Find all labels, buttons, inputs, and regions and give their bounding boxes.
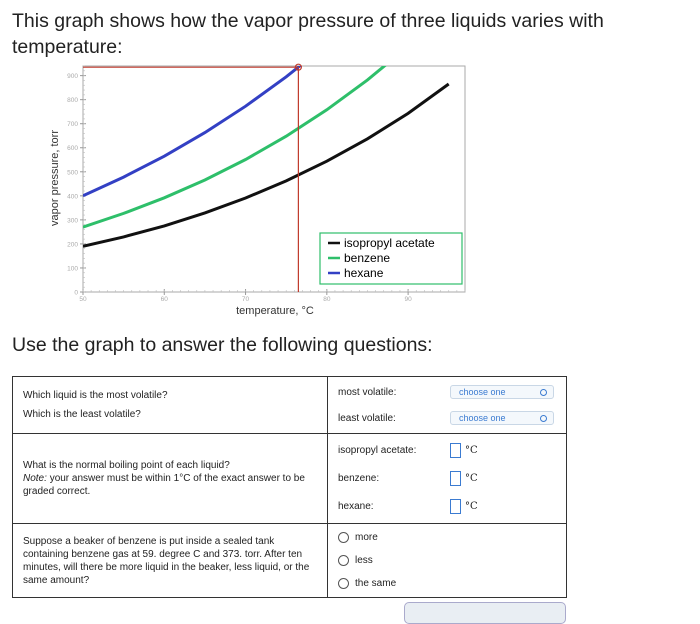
instructions-heading: Use the graph to answer the following questions:	[12, 334, 433, 356]
x-tick-label: 50	[79, 296, 87, 303]
least-volatile-label: least volatile:	[338, 412, 396, 424]
radio-label-less: less	[355, 555, 373, 566]
unit-label: °C	[465, 473, 478, 484]
x-axis-title: temperature, °C	[236, 305, 314, 317]
y-tick-label: 300	[67, 217, 78, 225]
legend-label-isopropyl-acetate: isopropyl acetate	[344, 236, 435, 250]
question-boiling-point: What is the normal boiling point of each liquid? Note: your answer must be within 1°C of the exact answer to be graded correct.	[13, 434, 328, 524]
radio-less[interactable]	[338, 555, 349, 566]
question-volatility: Which liquid is the most volatile? Which is the least volatile?	[13, 377, 328, 434]
least-volatile-select[interactable]: choose one	[450, 411, 554, 425]
radio-same[interactable]	[338, 578, 349, 589]
x-tick-label: 60	[160, 296, 168, 303]
y-tick-label: 500	[67, 169, 78, 177]
y-axis-title: vapor pressure, torr	[49, 130, 61, 226]
chevron-icon	[540, 389, 547, 396]
y-tick-label: 700	[67, 121, 78, 129]
legend-label-benzene: benzene	[344, 251, 391, 265]
note-label: Note:	[23, 473, 47, 484]
x-tick-label: 90	[404, 296, 412, 303]
bp-input-benzene[interactable]	[450, 471, 461, 486]
unit-label: °C	[465, 445, 478, 456]
y-tick-label: 100	[67, 265, 78, 273]
questions-table	[12, 376, 567, 598]
unit-label: °C	[465, 501, 478, 512]
radio-label-same: the same	[355, 578, 397, 589]
bp-label-benzene: benzene:	[338, 473, 380, 484]
most-volatile-select[interactable]: choose one	[450, 385, 554, 399]
explanation-button[interactable]	[404, 602, 566, 624]
most-volatile-label: most volatile:	[338, 386, 397, 398]
legend-label-hexane: hexane	[344, 266, 384, 280]
bp-input-hexane[interactable]	[450, 499, 461, 514]
y-tick-label: 900	[67, 73, 78, 81]
question-equilibrium: Suppose a beaker of benzene is put inside a sealed tank containing benzene gas at 59. degree C and 373. torr. After ten minutes, will there be more liquid in the beaker, less liquid, or the same amount?	[13, 524, 328, 598]
intro-text: This graph shows how the vapor pressure of three liquids varies with temperature:	[12, 10, 604, 58]
bp-label-isopropyl-acetate: isopropyl acetate:	[338, 445, 417, 456]
x-tick-label: 70	[241, 296, 250, 303]
bp-label-hexane: hexane:	[338, 501, 374, 512]
y-tick-label: 200	[67, 241, 78, 249]
vapor-pressure-chart	[0, 60, 700, 322]
y-tick-label: 0	[74, 289, 78, 297]
radio-more[interactable]	[338, 532, 349, 543]
y-tick-label: 600	[67, 145, 78, 153]
legend	[320, 233, 462, 284]
chevron-icon	[540, 415, 547, 422]
y-tick-label: 800	[67, 97, 78, 105]
x-tick-label: 80	[323, 296, 331, 303]
radio-label-more: more	[355, 532, 378, 543]
bp-input-isopropyl-acetate[interactable]	[450, 443, 461, 458]
y-tick-label: 400	[67, 193, 78, 201]
